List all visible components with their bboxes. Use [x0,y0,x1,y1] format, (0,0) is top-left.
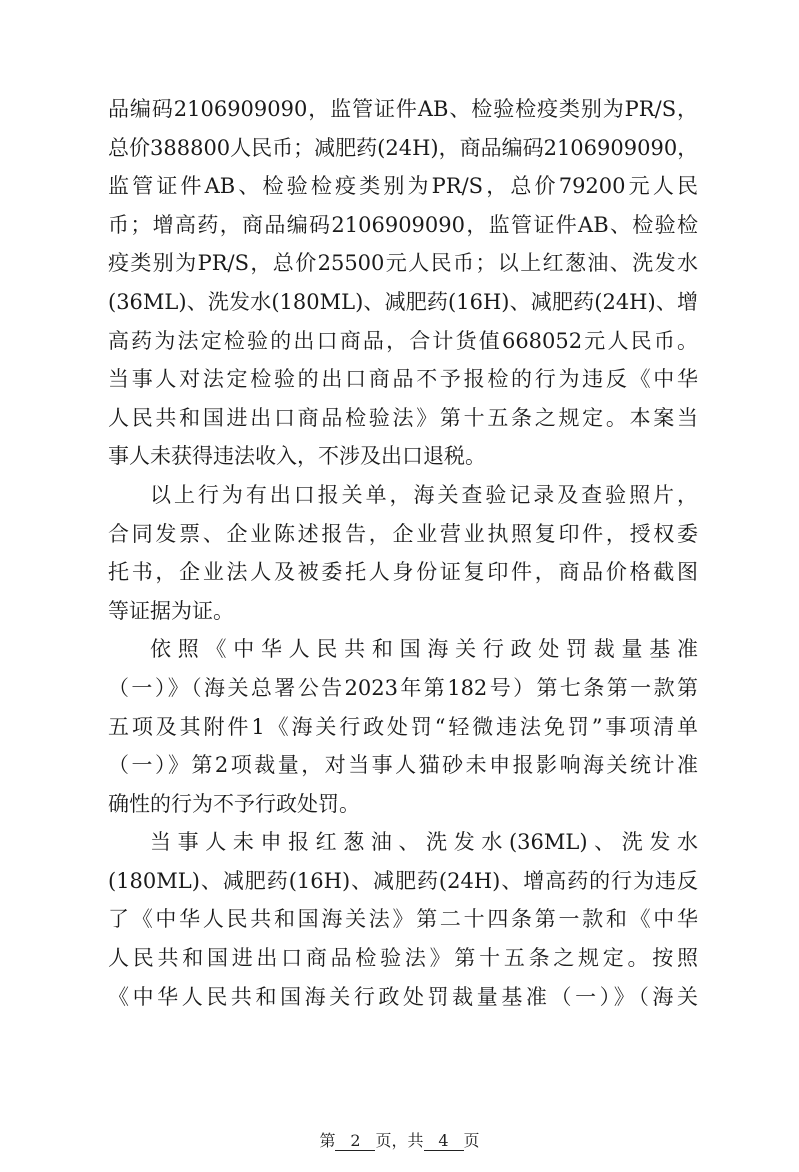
text-line: (36ML)、洗发水(180ML)、减肥药(16H)、减肥药(24H)、增 [108,289,698,314]
paragraph [108,476,698,630]
paragraph [108,823,698,1016]
text-line: 五项及其附件1《海关行政处罚“轻微违法免罚”事项清单 [108,714,698,739]
text-line: 托书，企业法人及被委托人身份证复印件，商品价格截图 [108,560,698,585]
text-line: 总价388800人民币；减肥药(24H)，商品编码2106909090， [108,135,698,160]
footer-prefix: 第 [319,1131,336,1150]
text-line: 人民共和国进出口商品检验法》第十五条之规定。按照 [108,946,698,971]
total-page-number: 4 [424,1132,464,1151]
text-line: 人民共和国进出口商品检验法》第十五条之规定。本案当 [108,405,698,430]
paragraph [108,90,698,476]
text-line: 了《中华人民共和国海关法》第二十四条第一款和《中华 [108,907,698,932]
footer-suffix: 页 [463,1131,480,1150]
text-line: 《中华人民共和国海关行政处罚裁量基准（一）》（海关 [108,984,698,1009]
paragraph [108,630,698,823]
page-number-footer [0,1131,799,1151]
text-line: 高药为法定检验的出口商品，合计货值668052元人民币。 [108,328,698,353]
text-line: 币；增高药，商品编码2106909090，监管证件AB、检验检 [108,212,698,237]
current-page-number: 2 [335,1132,375,1151]
text-line: 合同发票、企业陈述报告，企业营业执照复印件，授权委 [108,521,698,546]
text-line: 依照《中华人民共和国海关行政处罚裁量基准 [150,637,698,662]
text-line: （一）》第2项裁量，对当事人猫砂未申报影响海关统计准 [108,753,698,778]
text-line: 以上行为有出口报关单，海关查验记录及查验照片， [150,482,698,507]
text-line: 疫类别为PR/S，总价25500元人民币；以上红葱油、洗发水 [108,251,698,276]
footer-middle: 页，共 [375,1131,424,1150]
text-line: 当事人对法定检验的出口商品不予报检的行为违反《中华 [108,367,698,392]
text-line: 确性的行为不予行政处罚。 [108,791,360,816]
text-line: （一）》（海关总署公告2023年第182号）第七条第一款第 [108,675,698,700]
text-line: 等证据为证。 [108,598,234,623]
text-line: 当事人未申报红葱油、洗发水(36ML)、洗发水 [150,830,698,855]
text-line: 品编码2106909090，监管证件AB、检验检疫类别为PR/S， [108,97,698,121]
text-line: (180ML)、减肥药(16H)、减肥药(24H)、增高药的行为违反 [108,868,698,893]
document-body [108,90,698,1016]
text-line: 监管证件AB、检验检疫类别为PR/S，总价79200元人民 [108,174,698,199]
text-line: 事人未获得违法收入，不涉及出口退税。 [108,444,486,469]
